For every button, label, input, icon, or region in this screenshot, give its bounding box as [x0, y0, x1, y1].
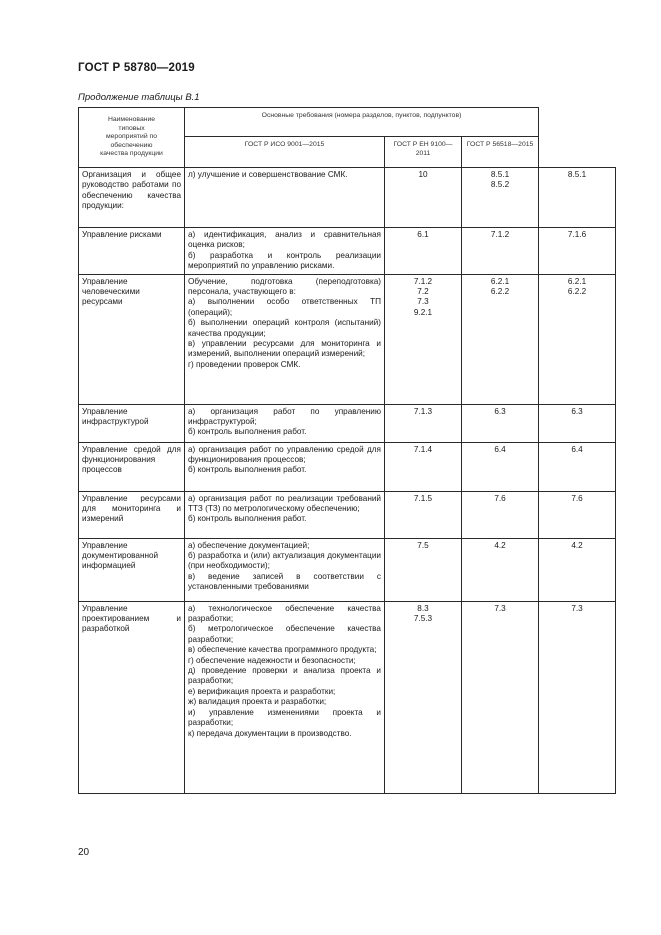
- clause-number: 8.5.1: [567, 170, 587, 179]
- clause-number: 7.1.6: [567, 230, 587, 239]
- clause-number: 7.3: [494, 603, 506, 613]
- activity-description-cell: [185, 491, 385, 538]
- clause-number: 8.5.2: [490, 180, 510, 190]
- en-clause-cell: [462, 168, 539, 228]
- activity-description-cell: [185, 538, 385, 601]
- en-clause-cell: [462, 228, 539, 275]
- clause-number: 7.1.2: [413, 276, 433, 286]
- description-line: а) идентификация, анализ и сравнительная оценка рисков;: [188, 230, 381, 250]
- activity-description-cell: [185, 601, 385, 793]
- activity-name-cell: Организация и общее руководство работами по обеспечению качества продукции:: [79, 168, 185, 228]
- description-line: а) организация работ по управлению инфраструктурой;: [188, 406, 381, 427]
- table-row: [79, 601, 616, 793]
- iso-clause-cell: [385, 228, 462, 275]
- description-line: а) выполнении особо ответственных ТП (операций);: [188, 297, 381, 317]
- clause-number: 7.1.5: [413, 493, 433, 503]
- gost-clause-cell: [539, 168, 616, 228]
- description-line: в) ведение записей в соответствии с установленными требованиями: [188, 571, 381, 592]
- activity-description-cell: [185, 442, 385, 491]
- clause-number: 7.6: [494, 493, 506, 503]
- activity-name-cell: Управление человеческими ресурсами: [79, 274, 185, 404]
- en-clause-cell: [462, 491, 539, 538]
- activity-name-cell: Управление проектированием и разработкой: [79, 601, 185, 793]
- activity-description-cell: [185, 404, 385, 442]
- iso-clause-cell: [385, 404, 462, 442]
- description-line: е) верификация проекта и разработки;: [188, 686, 336, 696]
- en-clause-cell: [462, 442, 539, 491]
- description-line: б) метрологическое обеспечение качества разработки;: [188, 624, 381, 644]
- clause-number: 7.3: [571, 603, 583, 613]
- clause-number: 6.4: [494, 444, 506, 454]
- table-row: [79, 404, 616, 442]
- description-line: б) разработка и (или) актуализация документации (при необходимости);: [188, 551, 381, 571]
- clause-number: 7.5.3: [413, 614, 433, 624]
- page-number: 20: [78, 847, 90, 858]
- standard-header-gost: ГОСТ Р 56518—2015: [462, 137, 539, 168]
- description-line: к) передача документации в производство.: [188, 728, 352, 738]
- description-line: г) обеспечение надежности и безопасности;: [188, 655, 356, 665]
- clause-number: 6.2.2: [567, 287, 587, 297]
- description-line: а) организация работ по реализации требований ТТЗ (ТЗ) по метрологическому обеспечению;: [188, 493, 381, 514]
- iso-clause-cell: [385, 274, 462, 404]
- description-line: в) управлении ресурсами для мониторинга и измерений, выполнении операций измерений;: [188, 339, 381, 359]
- clause-number: 7.1.2: [490, 230, 510, 239]
- activity-description-cell: [185, 168, 385, 228]
- description-line: ж) валидация проекта и разработки;: [188, 697, 327, 707]
- clause-number: 6.2.1: [490, 276, 510, 286]
- gost-clause-cell: [539, 601, 616, 793]
- standard-header-iso: ГОСТ Р ИСО 9001—2015: [185, 137, 385, 168]
- en-clause-cell: [462, 404, 539, 442]
- clause-number: 7.2: [417, 287, 429, 297]
- gost-clause-cell: [539, 404, 616, 442]
- table-row: [79, 168, 616, 228]
- description-line: б) разработка и контроль реализации мероприятий по управлению рисками.: [188, 250, 381, 271]
- description-line: а) обеспечение документацией;: [188, 540, 310, 550]
- gost-clause-cell: [539, 442, 616, 491]
- table-row: [79, 491, 616, 538]
- document-code: ГОСТ Р 58780—2019: [78, 62, 195, 74]
- description-line: Обучение, подготовка (переподготовка) персонала, участвующего в:: [188, 276, 381, 297]
- description-line: б) контроль выполнения работ.: [188, 465, 307, 475]
- en-clause-cell: [462, 538, 539, 601]
- description-line: а) технологическое обеспечение качества разработки;: [188, 603, 381, 624]
- clause-number: 6.2.1: [567, 276, 587, 286]
- table-caption: Продолжение таблицы В.1: [78, 92, 200, 103]
- description-line: л) улучшение и совершенствование СМК.: [188, 170, 348, 179]
- description-line: в) обеспечение качества программного продукта;: [188, 645, 377, 655]
- description-line: б) контроль выполнения работ.: [188, 427, 307, 437]
- clause-number: 4.2: [571, 540, 583, 550]
- clause-number: 10: [418, 170, 428, 179]
- clause-number: 4.2: [494, 540, 506, 550]
- clause-number: 6.4: [571, 444, 583, 454]
- description-line: и) управление изменениями проекта и разработки;: [188, 707, 381, 728]
- activity-name-cell: Управление документированной информацией: [79, 538, 185, 601]
- description-line: г) проведении проверок СМК.: [188, 359, 301, 369]
- table-row: [79, 228, 616, 275]
- description-line: д) проведение проверки и анализа проекта и разработки;: [188, 666, 381, 686]
- clause-number: 6.1: [417, 230, 429, 239]
- iso-clause-cell: [385, 601, 462, 793]
- activity-name-header: Наименование типовых мероприятий по обеспечению качества продукции: [79, 108, 185, 168]
- clause-number: 7.1.4: [413, 444, 433, 454]
- clause-number: 9.2.1: [413, 307, 433, 317]
- clause-number: 8.5.1: [490, 170, 510, 179]
- gost-clause-cell: [539, 274, 616, 404]
- standard-header-en: ГОСТ Р ЕН 9100—2011: [385, 137, 462, 168]
- iso-clause-cell: [385, 491, 462, 538]
- iso-clause-cell: [385, 538, 462, 601]
- en-clause-cell: [462, 274, 539, 404]
- activity-name-cell: Управление инфраструктурой: [79, 404, 185, 442]
- clause-number: 6.3: [571, 406, 583, 416]
- clause-number: 8.3: [417, 603, 429, 613]
- clause-number: 6.3: [494, 406, 506, 416]
- description-line: а) организация работ по управлению средой для функционирования процессов;: [188, 444, 381, 465]
- clause-number: 6.2.2: [490, 287, 510, 297]
- clause-number: 7.6: [571, 493, 583, 503]
- iso-clause-cell: [385, 168, 462, 228]
- activity-name-cell: Управление ресурсами для мониторинга и измерений: [79, 491, 185, 538]
- description-line: б) выполнении операций контроля (испытаний) качества продукции;: [188, 318, 381, 338]
- table-row: [79, 538, 616, 601]
- table-row: [79, 442, 616, 491]
- requirements-table: [78, 107, 616, 794]
- header-row-1: [79, 108, 616, 137]
- activity-name-cell: Управление рисками: [79, 228, 185, 275]
- gost-clause-cell: [539, 538, 616, 601]
- table-row: [79, 274, 616, 404]
- iso-clause-cell: [385, 442, 462, 491]
- en-clause-cell: [462, 601, 539, 793]
- clause-number: 7.1.3: [413, 406, 433, 416]
- gost-clause-cell: [539, 491, 616, 538]
- clause-number: 7.5: [417, 540, 429, 550]
- activity-description-cell: [185, 228, 385, 275]
- clause-number: 7.3: [417, 297, 429, 307]
- gost-clause-cell: [539, 228, 616, 275]
- activity-description-cell: [185, 274, 385, 404]
- table-body: [79, 168, 616, 794]
- activity-name-cell: Управление средой для функционирования процессов: [79, 442, 185, 491]
- description-line: б) контроль выполнения работ.: [188, 514, 307, 524]
- requirements-group-header: Основные требования (номера разделов, пунктов, подпунктов): [185, 108, 539, 137]
